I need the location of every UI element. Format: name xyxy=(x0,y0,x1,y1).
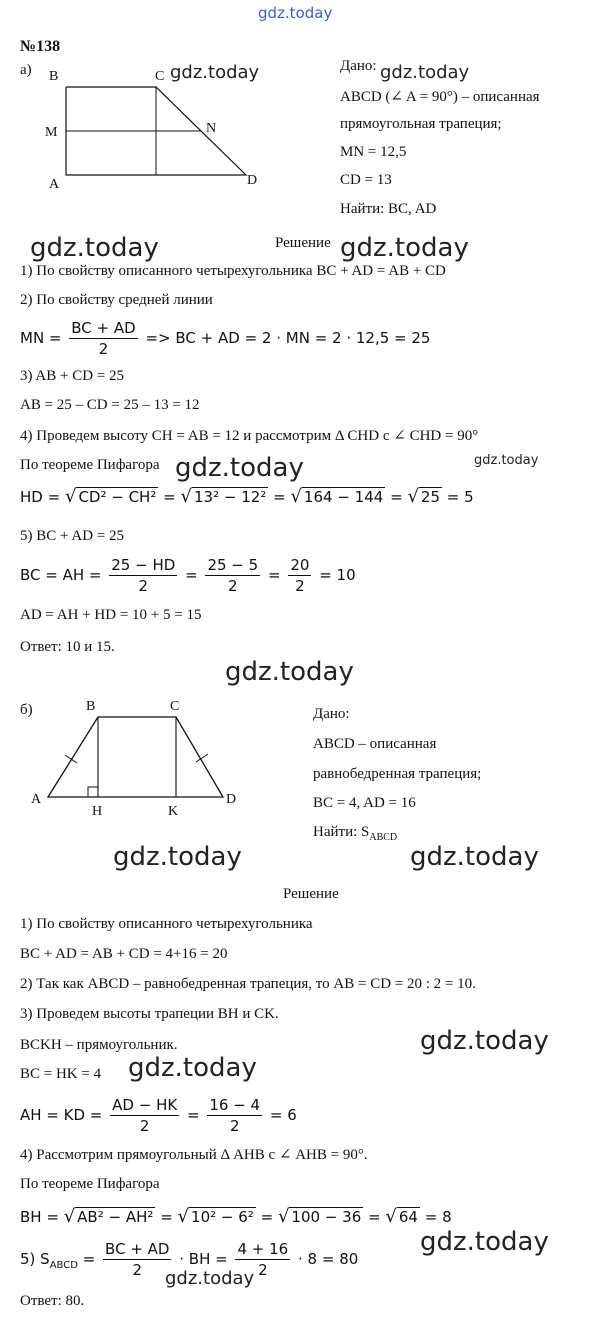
label-C: C xyxy=(170,699,180,714)
watermark: gdz.today xyxy=(165,1268,255,1289)
watermark: gdz.today xyxy=(474,453,539,468)
part-b-label: б) xyxy=(20,702,33,718)
step-a1: 1) По свойству описанного четырехугольника BC + AD = AB + CD xyxy=(20,263,446,279)
find-line-a: Найти: BC, AD xyxy=(340,201,437,217)
given-line-b: равнобедренная трапеция; xyxy=(313,766,482,782)
label-D: D xyxy=(247,173,258,188)
bc-hk-line: BC = HK = 4 xyxy=(20,1066,102,1082)
step-b3: 3) Проведем высоты трапеции BH и CK. xyxy=(20,1006,279,1022)
label-M: M xyxy=(45,125,58,140)
given-line-a: CD = 13 xyxy=(340,172,392,188)
pythagoras-b: По теореме Пифагора xyxy=(20,1176,160,1192)
formula-mn: MN = $\frac{BC + AD}{2}$ => BC + AD = 2 · MN = 2 · 12,5 = 25 xyxy=(20,319,431,358)
given-title-b: Дано: xyxy=(313,706,350,722)
bckh-line: BCKH – прямоугольник. xyxy=(20,1037,178,1053)
watermark: gdz.today xyxy=(410,842,539,872)
given-title-a: Дано: xyxy=(340,58,377,74)
answer-b: Ответ: 80. xyxy=(20,1293,85,1309)
problem-number: №138 xyxy=(20,38,61,55)
given-line-a: прямоугольная трапеция; xyxy=(340,116,502,132)
watermark: gdz.today xyxy=(380,62,470,83)
label-A: A xyxy=(31,792,42,807)
watermark: gdz.today xyxy=(170,62,260,83)
watermark: gdz.today xyxy=(128,1053,257,1083)
given-line-b: BC = 4, AD = 16 xyxy=(313,795,416,811)
part-a-label: а) xyxy=(20,62,32,78)
step-b1b: BC + AD = AB + CD = 4+16 = 20 xyxy=(20,946,228,962)
solution-title-b: Решение xyxy=(283,886,339,902)
ad-line: AD = AH + HD = 10 + 5 = 15 xyxy=(20,607,202,623)
label-A: A xyxy=(49,177,60,192)
watermark: gdz.today xyxy=(113,842,242,872)
ab-line: AB = 25 – CD = 25 – 13 = 12 xyxy=(20,397,200,413)
label-B: B xyxy=(49,69,59,84)
label-N: N xyxy=(206,121,217,136)
step-a2: 2) По свойству средней линии xyxy=(20,292,213,308)
formula-bc: BC = AH = $\frac{25 - HD}{2}$ = $\frac{25 - 5}{2}$ = $\frac{20}{2}$ = 10 xyxy=(20,556,356,595)
formula-ah: AH = KD = $\frac{AD - HK}{2}$ = $\frac{16 - 4}{2}$ = 6 xyxy=(20,1096,297,1135)
watermark: gdz.today xyxy=(175,453,304,483)
given-line-a: ABCD (∠ A = 90°) – описанная xyxy=(340,89,540,105)
step-a4: 4) Проведем высоту CH = AB = 12 и рассмотрим Δ CHD с ∠ CHD = 90° xyxy=(20,428,479,444)
step-a5: 5) BC + AD = 25 xyxy=(20,528,125,544)
watermark: gdz.today xyxy=(30,233,159,263)
label-H: H xyxy=(92,804,103,819)
watermark: gdz.today xyxy=(420,1227,549,1257)
formula-area: 5) $S_{ABCD}$ = $\frac{BC + AD}{2}$ · BH = $\frac{4 + 16}{2}$ · 8 = 80 xyxy=(20,1240,359,1279)
find-line-b: Найти: $S_{ABCD}$ xyxy=(313,824,398,843)
formula-bh: BH = √ AB² − AH² = √ 10² − 6² = √ 100 − 36 = √ 64 = 8 xyxy=(20,1206,452,1227)
label-D: D xyxy=(226,792,237,807)
answer-a: Ответ: 10 и 15. xyxy=(20,639,115,655)
watermark: gdz.today xyxy=(340,233,469,263)
figure-a-trapezoid xyxy=(35,60,275,200)
watermark: gdz.today xyxy=(225,657,354,687)
step-b1: 1) По свойству описанного четырехугольника xyxy=(20,916,313,932)
step-b4: 4) Рассмотрим прямоугольный Δ AHB с ∠ AHB = 90°. xyxy=(20,1147,368,1163)
step-a3: 3) AB + CD = 25 xyxy=(20,368,125,384)
label-K: K xyxy=(168,804,179,819)
label-B: B xyxy=(86,699,96,714)
watermark-top: gdz.today xyxy=(258,4,333,22)
solution-title-a: Решение xyxy=(275,235,331,251)
figure-b-trapezoid xyxy=(28,693,258,825)
given-line-a: MN = 12,5 xyxy=(340,144,407,160)
formula-hd: HD = √ CD² − CH² = √ 13² − 12² = √ 164 − 144 = √ 25 = 5 xyxy=(20,486,474,507)
label-C: C xyxy=(155,69,165,84)
given-line-b: ABCD – описанная xyxy=(313,736,437,752)
watermark: gdz.today xyxy=(420,1026,549,1056)
pythagoras-a: По теореме Пифагора xyxy=(20,457,160,473)
step-b2: 2) Так как ABCD – равнобедренная трапеция, то AB = CD = 20 : 2 = 10. xyxy=(20,976,476,992)
